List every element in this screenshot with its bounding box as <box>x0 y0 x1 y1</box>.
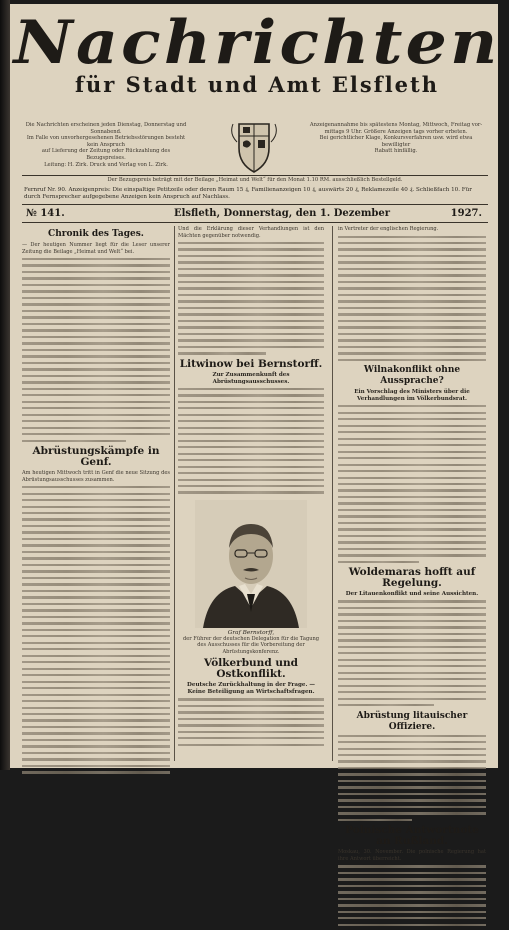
article-heading-litwinow: Litwinow bei Bernstorff. <box>179 357 323 370</box>
article-text-block <box>178 698 324 746</box>
article-text-block <box>22 486 170 774</box>
issue-date: Elsfleth, Donnerstag, den 1. Dezember <box>174 208 391 219</box>
divider-rule <box>22 222 488 223</box>
divider-rule <box>22 175 488 176</box>
article-heading-woldemaras: Woldemaras hofft auf Regelung. <box>348 566 476 590</box>
advertising-info-line: Rabatt hinfällig. <box>374 148 418 155</box>
column-separator <box>174 226 175 761</box>
article-subheading: Deutsche Zurückhaltung in der Frage. — Keine Beteiligung an Wirtschaftsfragen. <box>187 682 315 696</box>
divider-rule <box>22 204 488 205</box>
article-text-block <box>338 865 486 926</box>
article-text-block <box>338 236 486 362</box>
article-text-block <box>178 242 324 355</box>
publication-info-line: Im Falle von unvorhergesehenen Betriebsstörungen besteht kein Anspruch <box>26 135 186 148</box>
article-text-block <box>338 735 486 822</box>
article-text-block <box>178 388 324 494</box>
portrait-caption-text: der Führer der deutschen Delegation für die Tagung des Ausschusses für die Vorbereitung der Abrüstungskonferenz. <box>182 635 320 655</box>
article-text-block <box>22 258 170 442</box>
article-text-block <box>338 600 486 706</box>
subscription-price-line: Der Bezugspreis beträgt mit der Beilage „Heimat und Welt“ für den Monat 1.10 RM. ausschließlich Bestellgeld. <box>107 177 403 183</box>
article-intro: Am heutigen Mittwoch tritt in Genf die neue Sitzung des Abrüstungsausschusses zusammen. <box>22 470 170 483</box>
article-subheading: Zur Zusammenkunft des Abrüstungsausschusses. <box>212 371 290 385</box>
advertising-info-line: mittags 9 Uhr. Größere Anzeigen tags vorher erbeten. <box>324 128 468 135</box>
article-text-block <box>338 405 486 563</box>
issue-number: № 141. <box>26 208 65 219</box>
column-separator <box>332 226 333 761</box>
article-intro: in Vertreter der englischen Regierung. <box>338 226 439 232</box>
article-heading-voelkerbund: Völkerbund und Ostkonflikt. <box>204 657 298 681</box>
column-left <box>22 226 170 778</box>
advertising-price-line: Fernruf Nr. 90. Anzeigenpreis: Die einspaltige Petitzeile oder deren Raum 15 ₰, Familienanzeigen 10 ₰, auswärts 20 ₰, Reklamezeile 40 ₰. Schließfach 10. Für durch Fernsprecher aufgegebene Anzeigen kein Anspruch auf Nachlass. <box>24 187 472 200</box>
advertising-info-line: Bei gerichtlicher Klage, Konkursverfahren usw. wird etwa bewilligter <box>319 135 473 148</box>
publication-info-line: Leitung: H. Zirk. Druck und Verlag von L. Zirk. <box>44 161 168 168</box>
advertising-info-box <box>306 122 486 155</box>
advertising-info-line: Anzeigenannahme bis spätestens Montag, Mittwoch, Freitag vor- <box>309 122 483 128</box>
dateline <box>24 208 486 222</box>
article-intro: — Der heutigen Nummer liegt für die Leser unserer Zeitung die Beilage „Heimat und Welt“ bei. <box>22 242 170 255</box>
page-binding-edge <box>0 0 10 770</box>
article-heading-abruestung: Abrüstungskämpfe in Genf. <box>32 445 160 469</box>
article-heading-chronik: Chronik des Tages. <box>48 229 144 239</box>
article-intro: Moskau, 30. November. Die polnische Regierung hat ihre Antwort überreicht. <box>338 849 486 862</box>
article-heading-wilna: Wilnakonflikt ohne Aussprache? <box>363 365 461 387</box>
portrait-caption: Graf Bernstorff, <box>227 629 275 636</box>
article-subheading: Der Litauenkonflikt und seine Aussichten. <box>345 591 479 598</box>
issue-year: 1927. <box>450 208 482 219</box>
article-intro: Und die Erklärung dieser Verhandlungen ist den Mächten gegenüber notwendig. <box>178 226 324 239</box>
column-center <box>178 226 324 750</box>
masthead <box>13 8 501 97</box>
publication-info-line: auf Lieferung der Zeitung oder Rückzahlung des Bezugspreises. <box>41 148 171 161</box>
coat-of-arms-icon <box>225 118 283 176</box>
article-subheading: Ein Vorschlag des Ministers über die Verhandlungen im Völkerbundsrat. <box>354 389 470 403</box>
newspaper-title: Nachrichten <box>13 8 501 78</box>
portrait-image <box>195 500 307 628</box>
publication-info-line: Die Nachrichten erscheinen jeden Dienstag, Donnerstag und Sonnabend. <box>25 122 187 135</box>
column-right <box>338 226 486 930</box>
newspaper-page <box>10 4 501 862</box>
article-heading-polen: Polnische Antwortnote an Rußland. <box>345 824 479 848</box>
newspaper-subtitle: für Stadt und Amt Elsfleth <box>74 72 440 97</box>
publication-info-box <box>22 122 190 168</box>
article-heading-offiziere: Abrüstung litauischer Offiziere. <box>356 710 468 732</box>
